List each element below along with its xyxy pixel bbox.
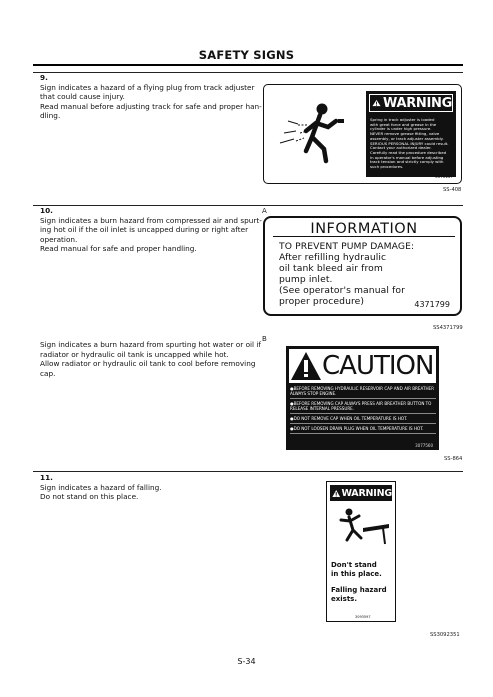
caution-item: ●BEFORE REMOVING CAP ALWAYS PRESS AIR BREATHER BUTTON TO RELEASE INTERNAL PRESSURE. [290,401,436,414]
info-line: pump inlet. [279,274,333,285]
caution-body [290,386,436,436]
warning-line: SERIOUS PERSONAL INJURY could result. [370,140,449,146]
sign-part-number: 4371799 [414,300,450,309]
warning-text-panel [366,91,456,177]
text-line: operation. [40,234,78,244]
warning-triangle-icon [372,96,381,110]
text-line: Read manual before adjusting track for safe and proper han- [40,101,262,111]
section-divider [33,471,463,472]
warning-line: with great force and grease in the [370,121,437,127]
sign-part-number: 3070107 [435,174,453,179]
message-line: Falling hazard [331,586,387,594]
title-divider [33,64,463,66]
caution-sign [286,346,439,450]
text-line: Sign indicates a burn hazard from spurting hot water or oil if [40,340,262,349]
warning-label: WARNING [383,95,452,111]
warning-triangle-icon [332,488,340,499]
text-line: Read manual for safe and proper handling. [40,244,197,253]
section-10-text [40,206,262,254]
message-line: Don't stand [331,561,377,569]
figure-letter-a: A [262,207,267,215]
caution-item: ●DO NOT REMOVE CAP WHEN OIL TEMPERATURE IS HOT. [290,416,436,423]
text-line: Sign indicates a hazard of a flying plug from track adjuster [40,82,255,92]
text-line: Sign indicates a burn hazard from compressed air and spurt- [40,215,262,225]
info-line: TO PREVENT PUMP DAMAGE: [279,241,415,252]
info-line: oil tank bleed air from [279,263,383,274]
info-line: After refilling hydraulic [279,252,387,263]
warning-line: Spring in track adjuster is loaded [370,117,435,122]
page-title: SAFETY SIGNS [198,48,295,62]
text-line: radiator or hydraulic oil tank is uncapped while hot. [40,349,229,359]
warning-line: Carefully read the procedure described [370,149,447,155]
message-line: exists. [331,595,358,603]
text-line: Allow radiator or hydraulic oil tank to cool before removing [40,359,256,368]
caution-triangle-icon [290,351,322,381]
figure-code: SS-864 [444,456,463,462]
section-number: 10. [40,206,53,215]
warning-line: track tension and strictly comply with [370,159,444,165]
info-line: proper procedure) [279,296,365,307]
text-line: Sign indicates a hazard of falling. [40,482,162,492]
falling-person-pictogram [333,506,391,546]
sign-part-number: 3093597 [355,615,371,619]
warning-line: such procedures. [370,164,404,170]
text-line: cap. [40,368,56,378]
warning-banner [369,94,453,112]
figure-code: SS4371799 [433,325,463,331]
warning-body [370,118,454,170]
warning-message [331,586,387,604]
warning-line: cylinder is under high pressure. [370,126,432,132]
information-heading: INFORMATION [273,221,455,237]
information-sign [263,216,462,316]
warning-line: Contact your authorized dealer. [370,145,432,151]
text-line: Do not stand on this place. [40,492,139,501]
section-9-text [40,73,262,121]
page-number: S-34 [237,657,256,666]
warning-line: NEVER remove grease fitting, valve [370,131,440,137]
caution-item: ●DO NOT LOOSEN DRAIN PLUG WHEN OIL TEMPERATURE IS HOT. [290,426,436,433]
figure-code: SS-408 [443,187,462,193]
text-line: dling. [40,111,61,120]
section-10b-text [40,340,262,378]
figure-letter-b: B [262,335,267,343]
message-line: in this place. [331,570,382,578]
section-number: 9. [40,73,48,82]
warning-line: assembly, or track adjuster assembly. [370,135,444,141]
section-number: 11. [40,473,53,482]
caution-banner [289,349,436,383]
text-line: that could cause injury. [40,92,125,101]
caution-item: ●BEFORE REMOVING HYDRAULIC RESERVOIR CAP AND AIR BREATHER ALWAYS STOP ENGINE. [290,386,436,399]
figure-code: SS3092351 [430,632,460,638]
text-line: ing hot oil if the oil inlet is uncapped during or right after [40,225,249,234]
sign-part-number: 3077560 [415,443,433,448]
warning-banner [330,485,392,501]
warning-sign-falling [326,481,396,622]
warning-line: in operator's manual before adjusting [370,154,444,160]
warning-sign-track-adjuster [263,84,462,184]
info-line: (See operator's manual for [279,285,405,296]
warning-label: WARNING [341,487,392,499]
section-11-text [40,473,262,502]
flying-plug-pictogram [270,91,362,177]
caution-label: CAUTION [322,351,434,381]
warning-message [331,561,382,579]
